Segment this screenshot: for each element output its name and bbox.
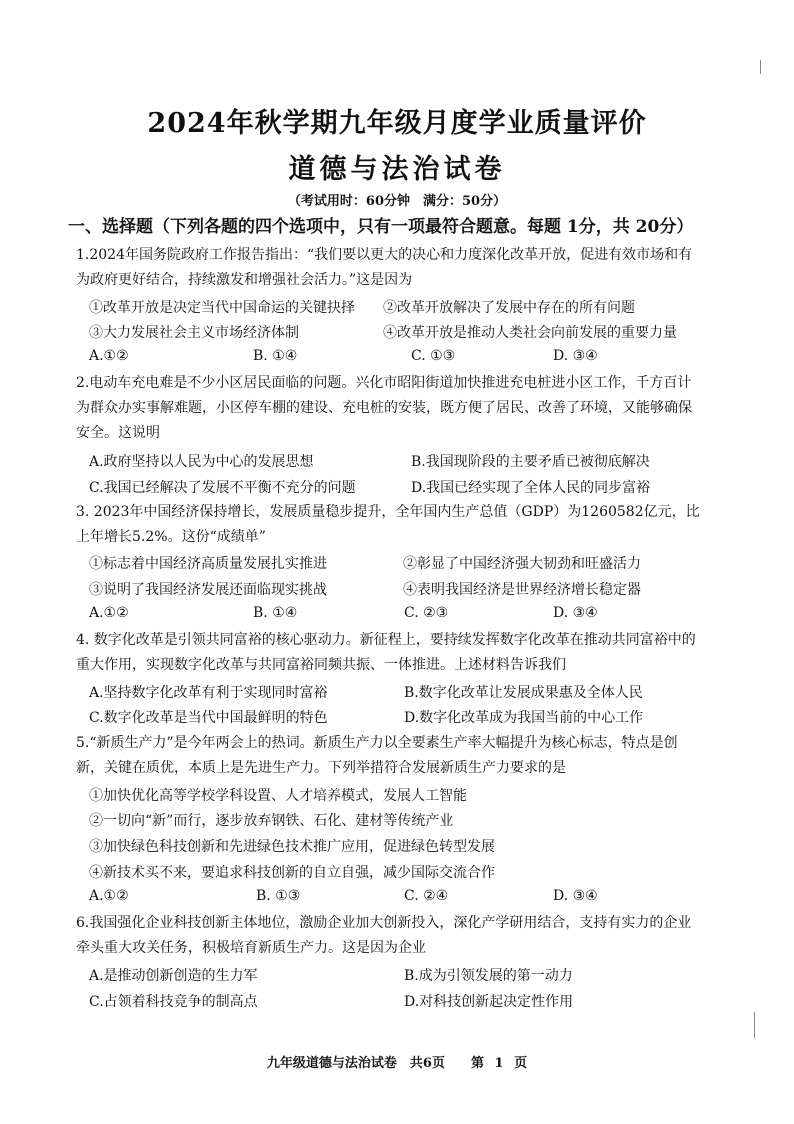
q3-option-d[interactable]: D. ③④ [553,605,598,621]
question-2-stem: 2.电动车充电难是不少小区居民面临的问题。兴化市昭阳街道加快推进充电桩进小区工作，千方百计为群众办实事解难题，小区停车棚的建设、充电桩的安装，既方便了居民、改善了环境，又能够确保安全。这说明 [76,375,692,441]
question-5-stem: 5.“新质生产力”是今年两会上的热词。新质生产力以全要素生产率大幅提升为核心标志，特点是创新，关键在质优，本质上是先进生产力。下列举措符合发展新质生产力要求的是 [76,735,678,776]
exam-info: （考试用时：60分钟 满分：50分） [287,194,507,209]
exam-title: 2024年秋学期九年级月度学业质量评价 [147,108,647,139]
q1-option-a[interactable]: A.①② [89,348,129,364]
section-heading: 一、选择题（下列各题的四个选项中，只有一项最符合题意。每题 1分，共 20分） [68,217,694,237]
question-4-stem: 4. 数字化改革是引领共同富裕的核心驱动力。新征程上，要持续发挥数字化改革在推动共同富裕中的重大作用，实现数字化改革与共同富裕同频共振、一体推进。上述材料告诉我们 [76,632,696,673]
q6-option-d[interactable]: D.对科技创新起决定性作用 [404,994,574,1010]
q5-option-a[interactable]: A.①② [89,888,129,904]
q2-option-c[interactable]: C.我国已经解决了发展不平衡不充分的问题 [89,480,356,496]
question-6-stem: 6.我国强化企业科技创新主体地位，激励企业加大创新投入，深化产学研用结合，支持有实力的企业牵头重大攻关任务，积极培育新质生产力。这是因为企业 [76,915,692,956]
scan-mark [760,60,761,74]
q1-statement-4: ④改革开放是推动人类社会向前发展的重要力量 [383,325,677,341]
q5-statement-1: ①加快优化高等学校学科设置、人才培养模式，发展人工智能 [89,788,467,804]
q5-option-b[interactable]: B. ①③ [256,888,301,904]
q5-statement-3: ③加快绿色科技创新和先进绿色技术推广应用，促进绿色转型发展 [89,839,495,855]
q3-statement-2: ②彰显了中国经济强大韧劲和旺盛活力 [403,556,641,572]
page-footer: 九年级道德与法治试卷 共6页 第 1 页 [266,1056,528,1071]
q4-option-a[interactable]: A.坚持数字化改革有利于实现同时富裕 [89,685,328,701]
q3-statement-1: ①标志着中国经济高质量发展扎实推进 [89,556,327,572]
q3-option-b[interactable]: B. ①④ [253,605,298,621]
q5-statement-4: ④新技术买不来，要追求科技创新的自立自强，减少国际交流合作 [89,865,495,881]
q2-option-a[interactable]: A.政府坚持以人民为中心的发展思想 [89,454,314,470]
q3-statement-3: ③说明了我国经济发展还面临现实挑战 [89,582,327,598]
q1-option-c[interactable]: C. ①③ [411,348,456,364]
q3-option-a[interactable]: A.①② [89,605,129,621]
q5-option-d[interactable]: D. ③④ [553,888,598,904]
q4-option-c[interactable]: C.数字化改革是当代中国最鲜明的特色 [89,710,328,726]
q1-option-b[interactable]: B. ①④ [253,348,298,364]
q6-option-a[interactable]: A.是推动创新创造的生力军 [89,968,258,984]
q1-option-d[interactable]: D. ③④ [553,348,598,364]
q5-option-c[interactable]: C. ②④ [404,888,449,904]
question-3-stem: 3. 2023年中国经济保持增长，发展质量稳步提升，全年国内生产总值（GDP）为1260582亿元，比上年增长5.2%。这份“成绩单” [76,504,700,545]
q1-statement-2: ②改革开放解决了发展中存在的所有问题 [383,300,635,316]
q1-statement-1: ①改革开放是决定当代中国命运的关键抉择 [89,300,355,316]
q5-statement-2: ②一切向“新”而行，逐步放弃钢铁、石化、建材等传统产业 [89,813,454,829]
q6-option-c[interactable]: C.占领着科技竞争的制高点 [89,994,258,1010]
q2-option-b[interactable]: B.我国现阶段的主要矛盾已被彻底解决 [411,454,650,470]
q6-option-b[interactable]: B.成为引领发展的第一动力 [404,968,573,984]
q3-statement-4: ④表明我国经济是世界经济增长稳定器 [403,582,641,598]
exam-subject: 道德与法治试卷 [288,154,506,185]
scan-mark [754,1012,755,1038]
q4-option-d[interactable]: D.数字化改革成为我国当前的中心工作 [404,710,644,726]
q1-statement-3: ③大力发展社会主义市场经济体制 [89,325,299,341]
q4-option-b[interactable]: B.数字化改革让发展成果惠及全体人民 [404,685,643,701]
q2-option-d[interactable]: D.我国已经实现了全体人民的同步富裕 [411,480,651,496]
question-1-stem: 1.2024年国务院政府工作报告指出：“我们要以更大的决心和力度深化改革开放，促进有效市场和有为政府更好结合，持续激发和增强社会活力。”这是因为 [76,247,693,288]
q3-option-c[interactable]: C. ②③ [404,605,449,621]
